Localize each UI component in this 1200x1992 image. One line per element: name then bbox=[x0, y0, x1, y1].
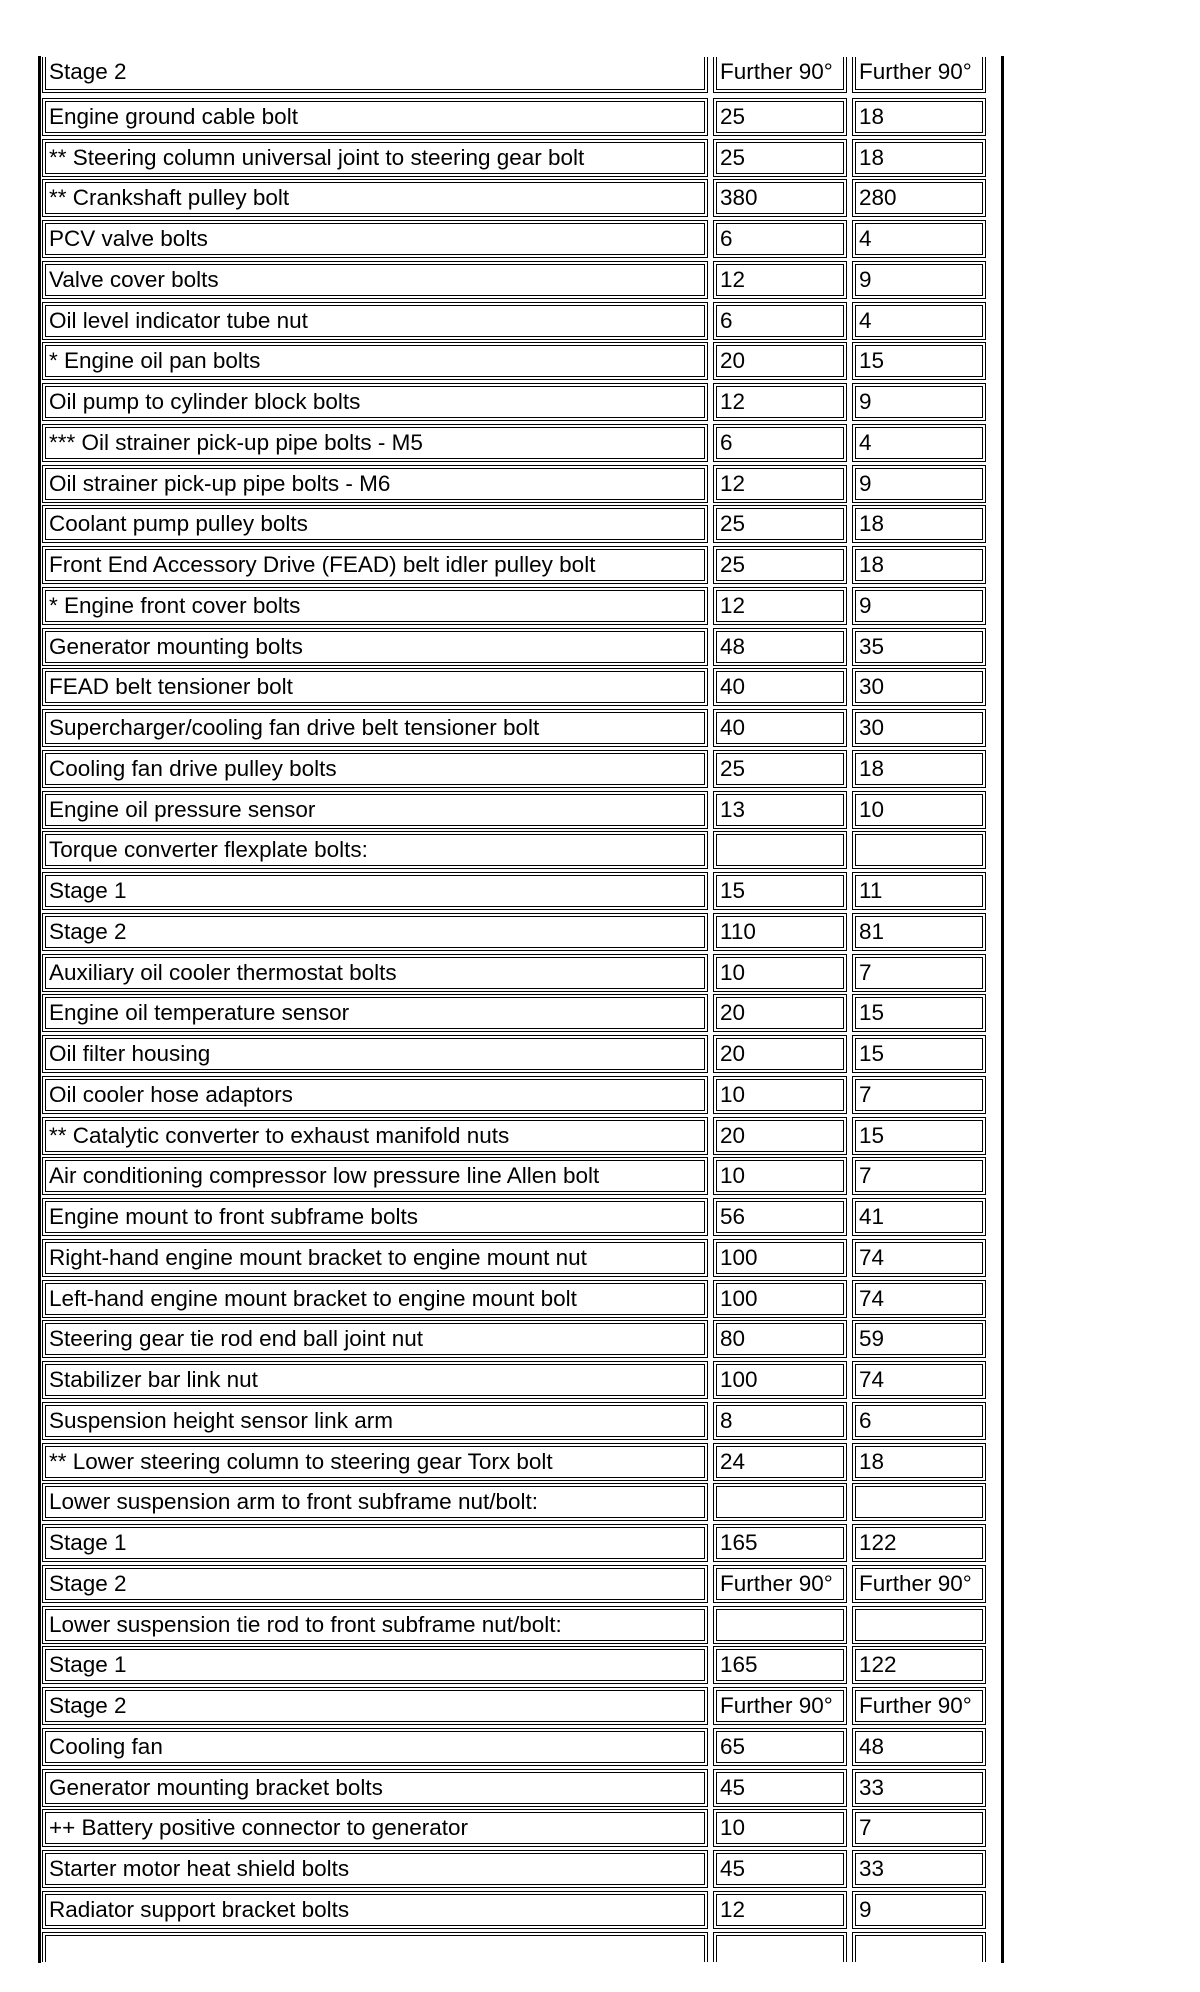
lb-ft-value-cell: 33 bbox=[852, 1769, 986, 1807]
table-row bbox=[41, 464, 1001, 505]
description-cell: Engine oil pressure sensor bbox=[42, 791, 708, 829]
nm-value-cell: 12 bbox=[713, 1891, 847, 1929]
nm-value-cell: 45 bbox=[713, 1769, 847, 1807]
description-cell: Cooling fan bbox=[42, 1728, 708, 1766]
lb-ft-value-cell: 9 bbox=[852, 261, 986, 299]
lb-ft-value-cell: 30 bbox=[852, 709, 986, 747]
description-cell: Oil pump to cylinder block bolts bbox=[42, 383, 708, 421]
description-cell: ** Crankshaft pulley bolt bbox=[42, 179, 708, 217]
nm-value-cell: 10 bbox=[713, 1076, 847, 1114]
nm-value-cell: 20 bbox=[713, 1035, 847, 1073]
description-cell: Valve cover bolts bbox=[42, 261, 708, 299]
description-cell: FEAD belt tensioner bolt bbox=[42, 668, 708, 706]
nm-value-cell: 65 bbox=[713, 1728, 847, 1766]
nm-value-cell: Further 90° bbox=[713, 57, 847, 93]
description-cell bbox=[42, 1932, 708, 1962]
table-row bbox=[41, 1564, 1001, 1605]
nm-value-cell: 45 bbox=[713, 1850, 847, 1888]
table-row bbox=[41, 1238, 1001, 1279]
lb-ft-value-cell: 6 bbox=[852, 1402, 986, 1440]
nm-value-cell: 10 bbox=[713, 1809, 847, 1847]
description-cell: Stabilizer bar link nut bbox=[42, 1361, 708, 1399]
table-row bbox=[41, 1034, 1001, 1075]
description-cell: Generator mounting bolts bbox=[42, 628, 708, 666]
table-row bbox=[41, 1768, 1001, 1809]
description-cell: PCV valve bolts bbox=[42, 220, 708, 258]
nm-value-cell: 80 bbox=[713, 1320, 847, 1358]
description-cell: Generator mounting bracket bolts bbox=[42, 1769, 708, 1807]
table-row bbox=[41, 912, 1001, 953]
description-cell: Torque converter flexplate bolts: bbox=[42, 831, 708, 869]
nm-value-cell: 56 bbox=[713, 1198, 847, 1236]
lb-ft-value-cell: 7 bbox=[852, 954, 986, 992]
table-row bbox=[41, 708, 1001, 749]
description-cell: Stage 1 bbox=[42, 872, 708, 910]
table-row bbox=[41, 138, 1001, 179]
table-row bbox=[41, 1931, 1001, 1963]
description-cell: Stage 1 bbox=[42, 1646, 708, 1684]
table-row bbox=[41, 382, 1001, 423]
lb-ft-value-cell: Further 90° bbox=[852, 1687, 986, 1725]
nm-value-cell: 20 bbox=[713, 994, 847, 1032]
nm-value-cell: 25 bbox=[713, 505, 847, 543]
nm-value-cell: Further 90° bbox=[713, 1565, 847, 1603]
nm-value-cell: 10 bbox=[713, 954, 847, 992]
table-row bbox=[41, 1116, 1001, 1157]
table-row bbox=[41, 627, 1001, 668]
nm-value-cell: 40 bbox=[713, 668, 847, 706]
lb-ft-value-cell: 30 bbox=[852, 668, 986, 706]
table-row bbox=[41, 1197, 1001, 1238]
lb-ft-value-cell: 48 bbox=[852, 1728, 986, 1766]
nm-value-cell: 6 bbox=[713, 424, 847, 462]
description-cell: ** Catalytic converter to exhaust manifold nuts bbox=[42, 1117, 708, 1155]
description-cell: Steering gear tie rod end ball joint nut bbox=[42, 1320, 708, 1358]
nm-value-cell bbox=[713, 1483, 847, 1521]
lb-ft-value-cell: 35 bbox=[852, 628, 986, 666]
description-cell: * Engine front cover bolts bbox=[42, 587, 708, 625]
table-row bbox=[41, 301, 1001, 342]
table-row bbox=[41, 1523, 1001, 1564]
description-cell: Oil level indicator tube nut bbox=[42, 302, 708, 340]
nm-value-cell: 13 bbox=[713, 791, 847, 829]
description-cell: Auxiliary oil cooler thermostat bolts bbox=[42, 954, 708, 992]
nm-value-cell: 380 bbox=[713, 179, 847, 217]
table-row bbox=[41, 1156, 1001, 1197]
description-cell: Supercharger/cooling fan drive belt tensioner bolt bbox=[42, 709, 708, 747]
description-cell: Front End Accessory Drive (FEAD) belt idler pulley bolt bbox=[42, 546, 708, 584]
nm-value-cell: 25 bbox=[713, 546, 847, 584]
nm-value-cell: 12 bbox=[713, 383, 847, 421]
lb-ft-value-cell: 74 bbox=[852, 1361, 986, 1399]
nm-value-cell: 6 bbox=[713, 220, 847, 258]
table-row bbox=[41, 953, 1001, 994]
lb-ft-value-cell: 9 bbox=[852, 465, 986, 503]
description-cell: Lower suspension arm to front subframe nut/bolt: bbox=[42, 1483, 708, 1521]
description-cell: Suspension height sensor link arm bbox=[42, 1402, 708, 1440]
lb-ft-value-cell: 9 bbox=[852, 587, 986, 625]
lb-ft-value-cell: 10 bbox=[852, 791, 986, 829]
lb-ft-value-cell: 74 bbox=[852, 1239, 986, 1277]
table-row bbox=[41, 1075, 1001, 1116]
table-row bbox=[41, 504, 1001, 545]
table-row bbox=[41, 1279, 1001, 1320]
description-cell: Radiator support bracket bolts bbox=[42, 1891, 708, 1929]
description-cell: Engine ground cable bolt bbox=[42, 98, 708, 136]
nm-value-cell: 24 bbox=[713, 1443, 847, 1481]
nm-value-cell: 110 bbox=[713, 913, 847, 951]
lb-ft-value-cell bbox=[852, 1483, 986, 1521]
table-row bbox=[41, 56, 1001, 97]
lb-ft-value-cell: 4 bbox=[852, 220, 986, 258]
description-cell: Air conditioning compressor low pressure line Allen bolt bbox=[42, 1157, 708, 1195]
table-row bbox=[41, 1605, 1001, 1646]
lb-ft-value-cell: 4 bbox=[852, 424, 986, 462]
lb-ft-value-cell: 7 bbox=[852, 1076, 986, 1114]
table-row bbox=[41, 1442, 1001, 1483]
description-cell: Right-hand engine mount bracket to engine mount nut bbox=[42, 1239, 708, 1277]
table-row bbox=[41, 97, 1001, 138]
nm-value-cell: 165 bbox=[713, 1524, 847, 1562]
lb-ft-value-cell: 18 bbox=[852, 1443, 986, 1481]
lb-ft-value-cell bbox=[852, 1606, 986, 1644]
lb-ft-value-cell: 81 bbox=[852, 913, 986, 951]
description-cell: Stage 1 bbox=[42, 1524, 708, 1562]
lb-ft-value-cell: 74 bbox=[852, 1280, 986, 1318]
nm-value-cell: 100 bbox=[713, 1280, 847, 1318]
description-cell: * Engine oil pan bolts bbox=[42, 342, 708, 380]
table-row bbox=[41, 219, 1001, 260]
lb-ft-value-cell: 280 bbox=[852, 179, 986, 217]
table-row bbox=[41, 1849, 1001, 1890]
description-cell: Stage 2 bbox=[42, 913, 708, 951]
lb-ft-value-cell: 15 bbox=[852, 342, 986, 380]
table-row bbox=[41, 871, 1001, 912]
lb-ft-value-cell: 33 bbox=[852, 1850, 986, 1888]
lb-ft-value-cell: 15 bbox=[852, 1035, 986, 1073]
table-row bbox=[41, 586, 1001, 627]
nm-value-cell: 15 bbox=[713, 872, 847, 910]
nm-value-cell: 40 bbox=[713, 709, 847, 747]
table-row bbox=[41, 790, 1001, 831]
nm-value-cell: 8 bbox=[713, 1402, 847, 1440]
table-row bbox=[41, 178, 1001, 219]
lb-ft-value-cell: 9 bbox=[852, 383, 986, 421]
table-row bbox=[41, 423, 1001, 464]
description-cell: Stage 2 bbox=[42, 57, 708, 93]
lb-ft-value-cell: 7 bbox=[852, 1809, 986, 1847]
description-cell: Stage 2 bbox=[42, 1687, 708, 1725]
description-cell: Oil strainer pick-up pipe bolts - M6 bbox=[42, 465, 708, 503]
table-row bbox=[41, 260, 1001, 301]
nm-value-cell: 12 bbox=[713, 465, 847, 503]
table-row bbox=[41, 830, 1001, 871]
table-row bbox=[41, 749, 1001, 790]
lb-ft-value-cell: 18 bbox=[852, 505, 986, 543]
description-cell: Cooling fan drive pulley bolts bbox=[42, 750, 708, 788]
lb-ft-value-cell: 9 bbox=[852, 1891, 986, 1929]
description-cell: *** Oil strainer pick-up pipe bolts - M5 bbox=[42, 424, 708, 462]
description-cell: ** Lower steering column to steering gear Torx bolt bbox=[42, 1443, 708, 1481]
lb-ft-value-cell: 122 bbox=[852, 1524, 986, 1562]
description-cell: ++ Battery positive connector to generator bbox=[42, 1809, 708, 1847]
lb-ft-value-cell: Further 90° bbox=[852, 57, 986, 93]
lb-ft-value-cell: 59 bbox=[852, 1320, 986, 1358]
lb-ft-value-cell: 122 bbox=[852, 1646, 986, 1684]
table-row bbox=[41, 1727, 1001, 1768]
nm-value-cell: 165 bbox=[713, 1646, 847, 1684]
table-row bbox=[41, 993, 1001, 1034]
lb-ft-value-cell: 15 bbox=[852, 1117, 986, 1155]
table-row bbox=[41, 1319, 1001, 1360]
nm-value-cell: 48 bbox=[713, 628, 847, 666]
description-cell: Engine oil temperature sensor bbox=[42, 994, 708, 1032]
lb-ft-value-cell: 11 bbox=[852, 872, 986, 910]
lb-ft-value-cell: 4 bbox=[852, 302, 986, 340]
lb-ft-value-cell: 7 bbox=[852, 1157, 986, 1195]
nm-value-cell: 25 bbox=[713, 750, 847, 788]
lb-ft-value-cell: 41 bbox=[852, 1198, 986, 1236]
description-cell: ** Steering column universal joint to steering gear bolt bbox=[42, 139, 708, 177]
table-row bbox=[41, 1645, 1001, 1686]
table-row bbox=[41, 1401, 1001, 1442]
nm-value-cell bbox=[713, 1606, 847, 1644]
table-row bbox=[41, 1890, 1001, 1931]
description-cell: Oil cooler hose adaptors bbox=[42, 1076, 708, 1114]
lb-ft-value-cell: 18 bbox=[852, 98, 986, 136]
nm-value-cell: 100 bbox=[713, 1239, 847, 1277]
nm-value-cell: 12 bbox=[713, 261, 847, 299]
lb-ft-value-cell: 15 bbox=[852, 994, 986, 1032]
lb-ft-value-cell bbox=[852, 1932, 986, 1962]
lb-ft-value-cell: 18 bbox=[852, 139, 986, 177]
nm-value-cell: 20 bbox=[713, 1117, 847, 1155]
description-cell: Coolant pump pulley bolts bbox=[42, 505, 708, 543]
description-cell: Lower suspension tie rod to front subframe nut/bolt: bbox=[42, 1606, 708, 1644]
torque-spec-table bbox=[38, 56, 1004, 1963]
lb-ft-value-cell: Further 90° bbox=[852, 1565, 986, 1603]
table-row bbox=[41, 667, 1001, 708]
nm-value-cell: Further 90° bbox=[713, 1687, 847, 1725]
lb-ft-value-cell: 18 bbox=[852, 546, 986, 584]
description-cell: Starter motor heat shield bolts bbox=[42, 1850, 708, 1888]
description-cell: Oil filter housing bbox=[42, 1035, 708, 1073]
table-row bbox=[41, 1808, 1001, 1849]
nm-value-cell: 100 bbox=[713, 1361, 847, 1399]
nm-value-cell: 25 bbox=[713, 98, 847, 136]
table-row bbox=[41, 1360, 1001, 1401]
table-row bbox=[41, 1482, 1001, 1523]
nm-value-cell: 25 bbox=[713, 139, 847, 177]
nm-value-cell: 20 bbox=[713, 342, 847, 380]
lb-ft-value-cell: 18 bbox=[852, 750, 986, 788]
nm-value-cell bbox=[713, 831, 847, 869]
table-row bbox=[41, 341, 1001, 382]
description-cell: Engine mount to front subframe bolts bbox=[42, 1198, 708, 1236]
nm-value-cell: 6 bbox=[713, 302, 847, 340]
description-cell: Left-hand engine mount bracket to engine mount bolt bbox=[42, 1280, 708, 1318]
nm-value-cell: 10 bbox=[713, 1157, 847, 1195]
table-row bbox=[41, 1686, 1001, 1727]
description-cell: Stage 2 bbox=[42, 1565, 708, 1603]
nm-value-cell bbox=[713, 1932, 847, 1962]
lb-ft-value-cell bbox=[852, 831, 986, 869]
nm-value-cell: 12 bbox=[713, 587, 847, 625]
table-row bbox=[41, 545, 1001, 586]
